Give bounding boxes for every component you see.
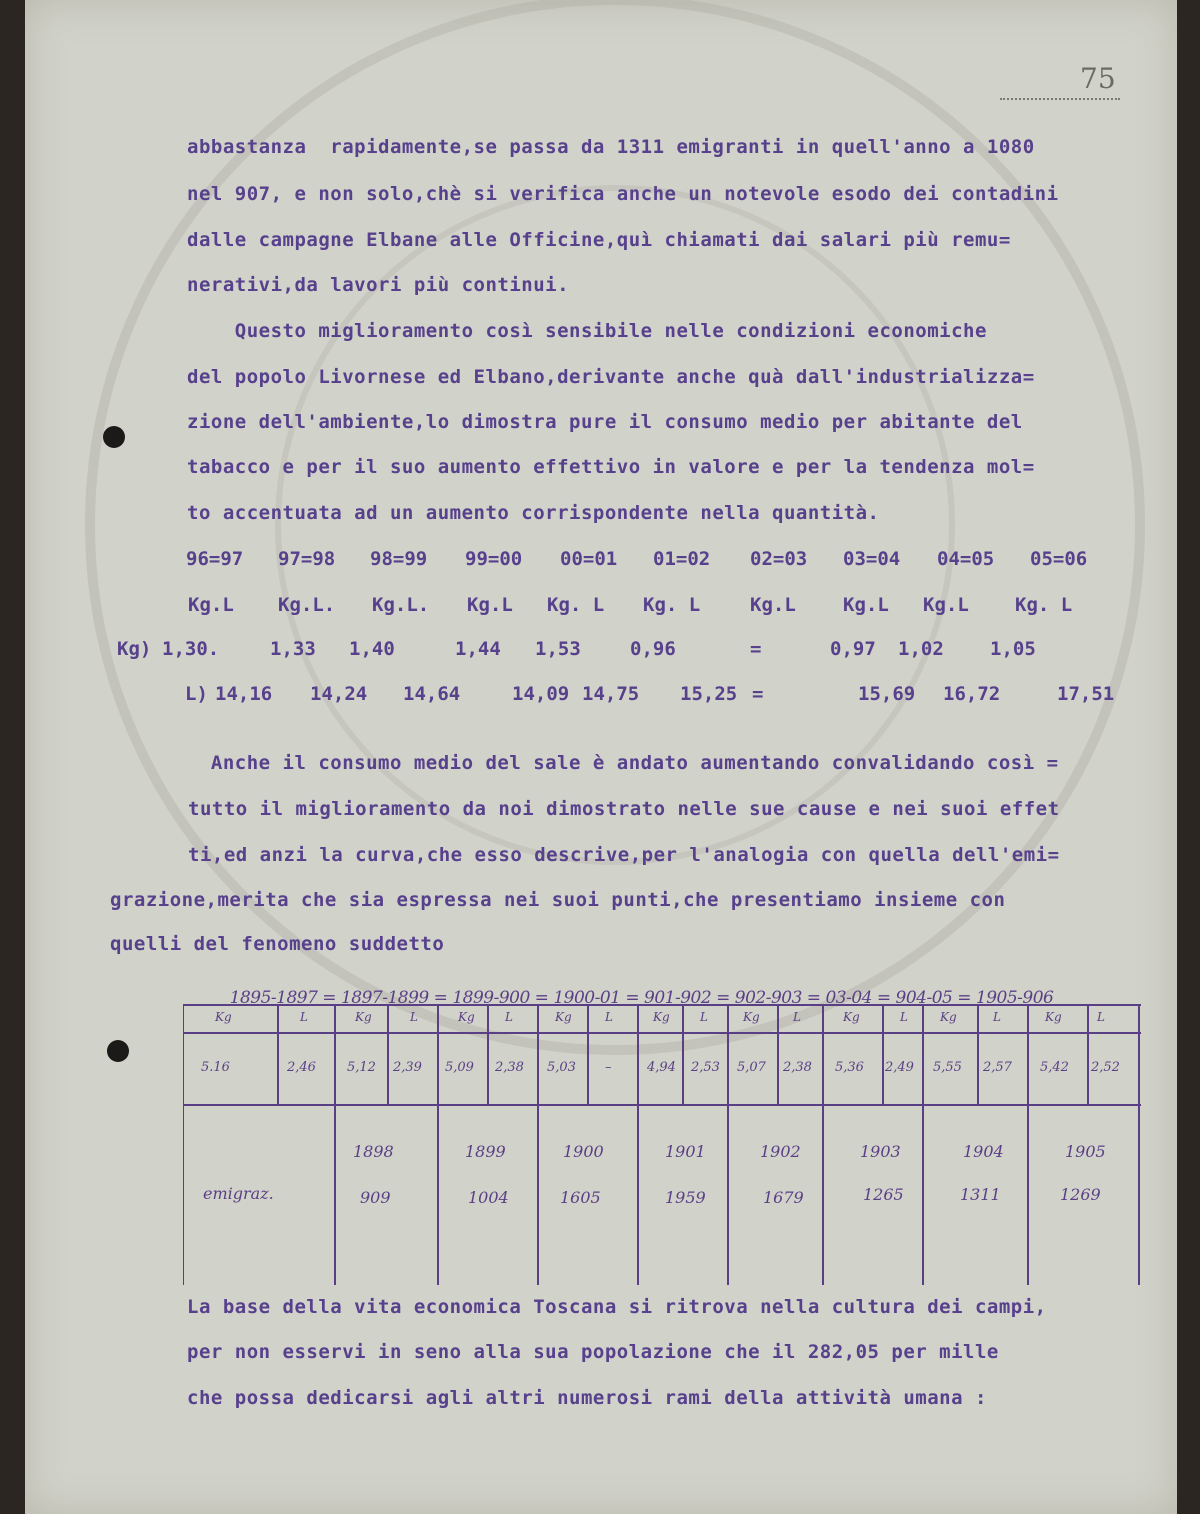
text-line: per non esservi in seno alla sua popolazione che il 282,05 per mille	[187, 1341, 999, 1363]
emigration-value: 1605	[560, 1188, 601, 1207]
salt-value: 5,09	[445, 1060, 474, 1075]
emigration-label: emigraz.	[203, 1184, 274, 1203]
salt-unit: Kg	[458, 1010, 475, 1024]
salt-unit: L	[410, 1010, 418, 1024]
salt-value: 2,49	[885, 1060, 914, 1075]
tobacco-unit: Kg.L.	[278, 594, 336, 616]
text-line: del popolo Livornese ed Elbano,derivante anche quà dall'industrializza=	[187, 366, 1035, 388]
salt-unit: Kg	[653, 1010, 670, 1024]
tobacco-kg-value: 1,33	[270, 638, 316, 660]
tobacco-unit: Kg. L	[1015, 594, 1073, 616]
tobacco-year: 02=03	[750, 548, 808, 570]
salt-unit: Kg	[843, 1010, 860, 1024]
tobacco-unit: Kg.L	[188, 594, 234, 616]
emigration-year: 1904	[963, 1142, 1004, 1161]
text-line: abbastanza rapidamente,se passa da 1311 emigranti in quell'anno a 1080	[187, 136, 1035, 158]
emigration-year: 1903	[860, 1142, 901, 1161]
tobacco-l-value: 14,64	[403, 683, 461, 705]
text-line: to accentuata ad un aumento corrispondente nella quantità.	[187, 502, 880, 524]
tobacco-unit: Kg. L	[643, 594, 701, 616]
salt-unit: Kg	[215, 1010, 232, 1024]
text-line: Questo miglioramento così sensibile nelle condizioni economiche	[187, 320, 987, 342]
text-line: ti,ed anzi la curva,che esso descrive,per l'analogia con quella dell'emi=	[188, 844, 1060, 866]
text-line: dalle campagne Elbane alle Officine,quì chiamati dai salari più remu=	[187, 229, 1011, 251]
salt-value: 2,39	[393, 1060, 422, 1075]
salt-value: 5,42	[1040, 1060, 1069, 1075]
tobacco-unit: Kg.L	[923, 594, 969, 616]
salt-unit: L	[900, 1010, 908, 1024]
text-line: La base della vita economica Toscana si ritrova nella cultura dei campi,	[187, 1296, 1047, 1318]
binder-hole	[103, 426, 125, 448]
tobacco-unit: Kg.L	[843, 594, 889, 616]
salt-value: 2,38	[783, 1060, 812, 1075]
salt-value: 2,52	[1091, 1060, 1120, 1075]
text-line: grazione,merita che sia espressa nei suoi punti,che presentiamo insieme con	[110, 889, 1006, 911]
tobacco-l-value: 14,09	[512, 683, 570, 705]
tobacco-unit: Kg. L	[547, 594, 605, 616]
page-number: 75	[1080, 62, 1116, 95]
emigration-value: 1959	[665, 1188, 706, 1207]
salt-value: 2,53	[691, 1060, 720, 1075]
emigration-year: 1899	[465, 1142, 506, 1161]
tobacco-kg-value: 1,02	[898, 638, 944, 660]
salt-unit: L	[300, 1010, 308, 1024]
salt-value: 5,07	[737, 1060, 766, 1075]
salt-value: 2,57	[983, 1060, 1012, 1075]
tobacco-l-value: =	[752, 683, 764, 705]
salt-value: 5.16	[201, 1060, 230, 1075]
tobacco-kg-value: 0,97	[830, 638, 876, 660]
tobacco-l-label: L)	[185, 683, 208, 705]
tobacco-year: 97=98	[278, 548, 336, 570]
salt-value: 5,36	[835, 1060, 864, 1075]
salt-value: 5,03	[547, 1060, 576, 1075]
salt-unit: L	[1097, 1010, 1105, 1024]
emigration-value: 1269	[1060, 1185, 1101, 1204]
tobacco-year: 05=06	[1030, 548, 1088, 570]
tobacco-year: 03=04	[843, 548, 901, 570]
emigration-value: 1311	[960, 1185, 1001, 1204]
salt-unit: L	[605, 1010, 613, 1024]
document-page	[25, 0, 1177, 1514]
salt-unit: L	[793, 1010, 801, 1024]
tobacco-kg-value: 0,96	[630, 638, 676, 660]
tobacco-l-value: 15,69	[858, 683, 916, 705]
emigration-year: 1898	[353, 1142, 394, 1161]
salt-unit: Kg	[743, 1010, 760, 1024]
tobacco-unit: Kg.L.	[372, 594, 430, 616]
tobacco-l-value: 14,75	[582, 683, 640, 705]
text-line: che possa dedicarsi agli altri numerosi rami della attività umana :	[187, 1387, 987, 1409]
tobacco-l-value: 17,51	[1057, 683, 1115, 705]
salt-value: –	[605, 1060, 612, 1075]
text-line: zione dell'ambiente,lo dimostra pure il consumo medio per abitante del	[187, 411, 1023, 433]
salt-unit: Kg	[555, 1010, 572, 1024]
text-line: nel 907, e non solo,chè si verifica anche un notevole esodo dei contadini	[187, 183, 1059, 205]
salt-unit: L	[505, 1010, 513, 1024]
tobacco-l-value: 14,24	[310, 683, 368, 705]
salt-unit: Kg	[355, 1010, 372, 1024]
salt-year-header: 1895-1897 = 1897-1899 = 1899-900 = 1900-01 = 901-902 = 902-903 = 03-04 = 904-05 = 1905-906	[229, 988, 1054, 1008]
text-line: tutto il miglioramento da noi dimostrato nelle sue cause e nei suoi effet	[188, 798, 1060, 820]
tobacco-l-value: 15,25	[680, 683, 738, 705]
salt-value: 2,46	[287, 1060, 316, 1075]
tobacco-year: 99=00	[465, 548, 523, 570]
tobacco-kg-value: 1,30.	[162, 638, 220, 660]
salt-unit: Kg	[940, 1010, 957, 1024]
tobacco-kg-value: 1,53	[535, 638, 581, 660]
dotted-line	[1000, 98, 1120, 100]
salt-value: 2,38	[495, 1060, 524, 1075]
tobacco-unit: Kg.L	[467, 594, 513, 616]
emigration-value: 1265	[863, 1185, 904, 1204]
binder-hole	[107, 1040, 129, 1062]
salt-value: 5,55	[933, 1060, 962, 1075]
emigration-value: 1004	[468, 1188, 509, 1207]
tobacco-year: 01=02	[653, 548, 711, 570]
text-line: quelli del fenomeno suddetto	[110, 933, 445, 955]
tobacco-kg-value: 1,44	[455, 638, 501, 660]
salt-value: 5,12	[347, 1060, 376, 1075]
salt-value: 4,94	[647, 1060, 676, 1075]
salt-unit: L	[700, 1010, 708, 1024]
tobacco-year: 98=99	[370, 548, 428, 570]
tobacco-kg-value: 1,05	[990, 638, 1036, 660]
salt-unit: Kg	[1045, 1010, 1062, 1024]
salt-unit: L	[993, 1010, 1001, 1024]
emigration-value: 909	[360, 1188, 391, 1207]
tobacco-year: 00=01	[560, 548, 618, 570]
tobacco-unit: Kg.L	[750, 594, 796, 616]
text-line: Anche il consumo medio del sale è andato aumentando convalidando così =	[187, 752, 1059, 774]
text-line: nerativi,da lavori più continui.	[187, 274, 570, 296]
emigration-value: 1679	[763, 1188, 804, 1207]
tobacco-l-value: 14,16	[215, 683, 273, 705]
emigration-year: 1902	[760, 1142, 801, 1161]
emigration-year: 1901	[665, 1142, 706, 1161]
tobacco-kg-value: 1,40	[349, 638, 395, 660]
tobacco-year: 04=05	[937, 548, 995, 570]
text-line: tabacco e per il suo aumento effettivo in valore e per la tendenza mol=	[187, 456, 1035, 478]
tobacco-kg-label: Kg)	[117, 638, 152, 660]
emigration-year: 1905	[1065, 1142, 1106, 1161]
tobacco-kg-value: =	[750, 638, 762, 660]
tobacco-year: 96=97	[186, 548, 244, 570]
emigration-year: 1900	[563, 1142, 604, 1161]
tobacco-l-value: 16,72	[943, 683, 1001, 705]
